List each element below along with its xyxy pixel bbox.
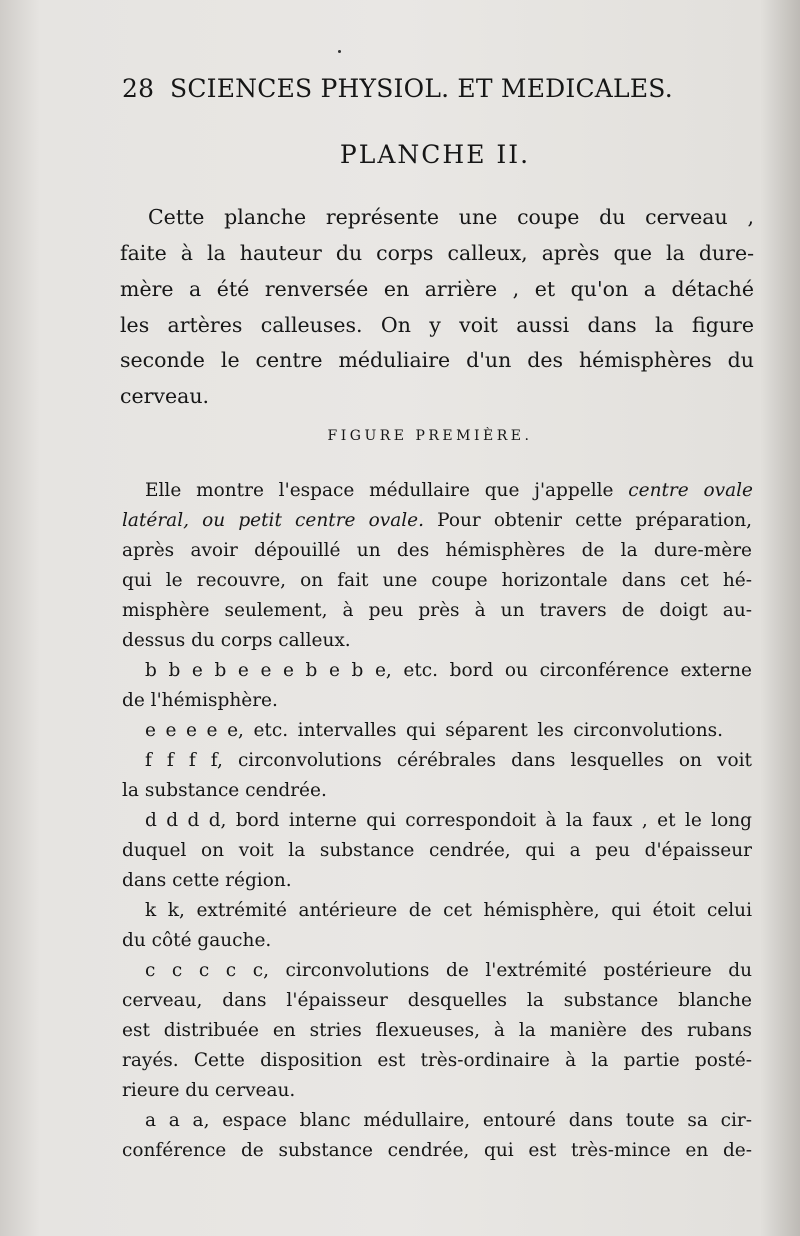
legend-entry: k k, extrémité antérieure de cet hémisphère, qui étoit celui: [145, 900, 752, 921]
intro-line: Cette planche représente une coupe du cerveau ,: [148, 205, 754, 229]
figure-line: misphère seulement, à peu près à un travers de doigt au-: [122, 600, 752, 621]
legend-entry: la substance cendrée.: [122, 780, 327, 801]
legend-entry: du côté gauche.: [122, 930, 272, 951]
legend-entry: cerveau, dans l'épaisseur desquelles la substance blanche: [122, 990, 752, 1011]
intro-line: faite à la hauteur du corps calleux, après que la dure-: [120, 241, 754, 265]
figure-line: [145, 482, 753, 501]
running-title: SCIENCES PHYSIOL. ET MEDICALES.: [170, 74, 673, 103]
figure-line-text: Elle montre l'espace médullaire que j'appelle: [145, 480, 629, 501]
italic-term: centre ovale: [628, 480, 753, 501]
legend-entry: e e e e e, etc. intervalles qui séparent les circonvolutions.: [145, 720, 723, 741]
figure-line: après avoir dépouillé un des hémisphères de la dure-mère: [122, 540, 752, 561]
legend-entry: b b e b e e e b e b e, etc. bord ou circonférence externe: [145, 660, 752, 681]
legend-entry: a a a, espace blanc médullaire, entouré dans toute sa cir-: [145, 1110, 752, 1131]
legend-entry: rieure du cerveau.: [122, 1080, 296, 1101]
legend-entry: f f f f, circonvolutions cérébrales dans lesquelles on voit: [145, 750, 752, 771]
page-number: 28: [122, 74, 155, 103]
legend-entry: d d d d, bord interne qui correspondoit à la faux , et le long: [145, 810, 752, 831]
intro-line: mère a été renversée en arrière , et qu'on a détaché: [120, 277, 754, 301]
legend-entry: dans cette région.: [122, 870, 292, 891]
running-head: [122, 74, 697, 103]
italic-term: latéral, ou petit centre ovale.: [122, 510, 425, 531]
figure-line: dessus du corps calleux.: [122, 630, 351, 651]
legend-entry: rayés. Cette disposition est très-ordinaire à la partie posté-: [122, 1050, 752, 1071]
intro-line: les artères calleuses. On y voit aussi dans la figure: [120, 313, 754, 337]
plate-title: PLANCHE II.: [339, 140, 531, 169]
legend-entry: duquel on voit la substance cendrée, qui a peu d'épaisseur: [122, 840, 752, 861]
legend-entry: de l'hémisphère.: [122, 690, 278, 711]
intro-line: cerveau.: [120, 384, 210, 408]
figure-line-text: Pour obtenir cette préparation,: [424, 510, 752, 531]
figure-line: [122, 512, 752, 531]
legend-entry: est distribuée en stries flexueuses, à la manière des rubans: [122, 1020, 752, 1041]
ink-speck: [338, 50, 341, 53]
legend-entry: c c c c c, circonvolutions de l'extrémité postérieure du: [145, 960, 752, 981]
figure-line: qui le recouvre, on fait une coupe horizontale dans cet hé-: [122, 570, 752, 591]
figure-heading: FIGURE PREMIÈRE.: [327, 428, 533, 444]
legend-entry: conférence de substance cendrée, qui est très-mince en de-: [122, 1140, 752, 1161]
intro-line: seconde le centre méduliaire d'un des hémisphères du: [120, 348, 754, 372]
